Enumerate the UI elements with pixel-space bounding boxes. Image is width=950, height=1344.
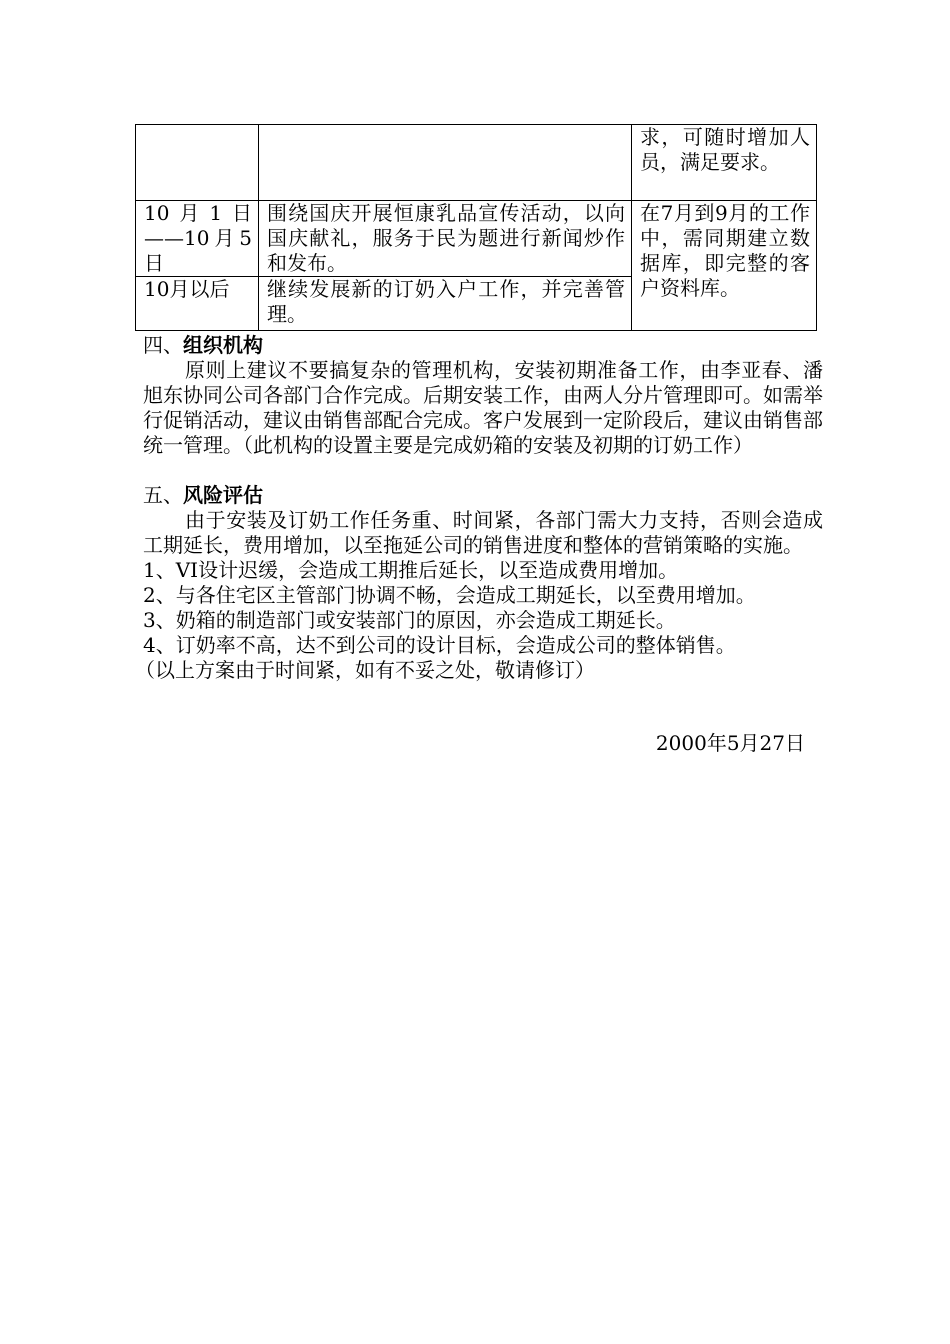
table-cell-period: 10月1日——10月5日 — [136, 201, 259, 277]
section-number: 五、 — [143, 483, 183, 507]
section-heading — [143, 333, 823, 358]
closing-note: （以上方案由于时间紧，如有不妥之处，敬请修订） — [135, 658, 595, 682]
table-row — [136, 201, 817, 277]
document-date: 2000年5月27日 — [655, 731, 805, 755]
table-cell-content: 围绕国庆开展恒康乳品宣传活动，以向国庆献礼，服务于民为题进行新闻炒作和发布。 — [259, 201, 632, 277]
table-cell-note: 求，可随时增加人员，满足要求。 — [632, 125, 817, 201]
table-row — [136, 125, 817, 201]
table-cell-merged-note: 在7月到9月的工作中，需同期建立数据库，即完整的客户资料库。 — [632, 201, 817, 331]
table-cell-content — [259, 125, 632, 201]
list-item: 2、与各住宅区主管部门协调不畅，会造成工期延长，以至费用增加。 — [143, 583, 756, 607]
list-item: 1、VI设计迟缓，会造成工期推后延长，以至造成费用增加。 — [143, 558, 679, 582]
section-title: 风险评估 — [183, 483, 263, 507]
table-cell-period: 10月以后 — [136, 277, 259, 331]
section-paragraph: 由于安装及订奶工作任务重、时间紧，各部门需大力支持，否则会造成工期延长，费用增加，以至拖延公司的销售进度和整体的营销策略的实施。 — [143, 508, 823, 557]
schedule-table — [135, 124, 817, 331]
section-number: 四、 — [143, 333, 183, 357]
section-paragraph: 原则上建议不要搞复杂的管理机构，安装初期准备工作，由李亚春、潘旭东协同公司各部门合作完成。后期安装工作，由两人分片管理即可。如需举行促销活动，建议由销售部配合完成。客户发展到一定阶段后，建议由销售部统一管理。（此机构的设置主要是完成奶箱的安装及初期的订奶工作） — [143, 358, 823, 457]
list-item: 3、奶箱的制造部门或安装部门的原因，亦会造成工期延长。 — [143, 608, 676, 632]
table-cell-content: 继续发展新的订奶入户工作，并完善管理。 — [259, 277, 632, 331]
table-cell-period — [136, 125, 259, 201]
list-item: 4、订奶率不高，达不到公司的设计目标，会造成公司的整体销售。 — [143, 633, 736, 657]
section-risk — [135, 483, 823, 683]
section-heading — [143, 483, 823, 508]
section-organization — [143, 333, 823, 458]
section-title: 组织机构 — [183, 333, 263, 357]
